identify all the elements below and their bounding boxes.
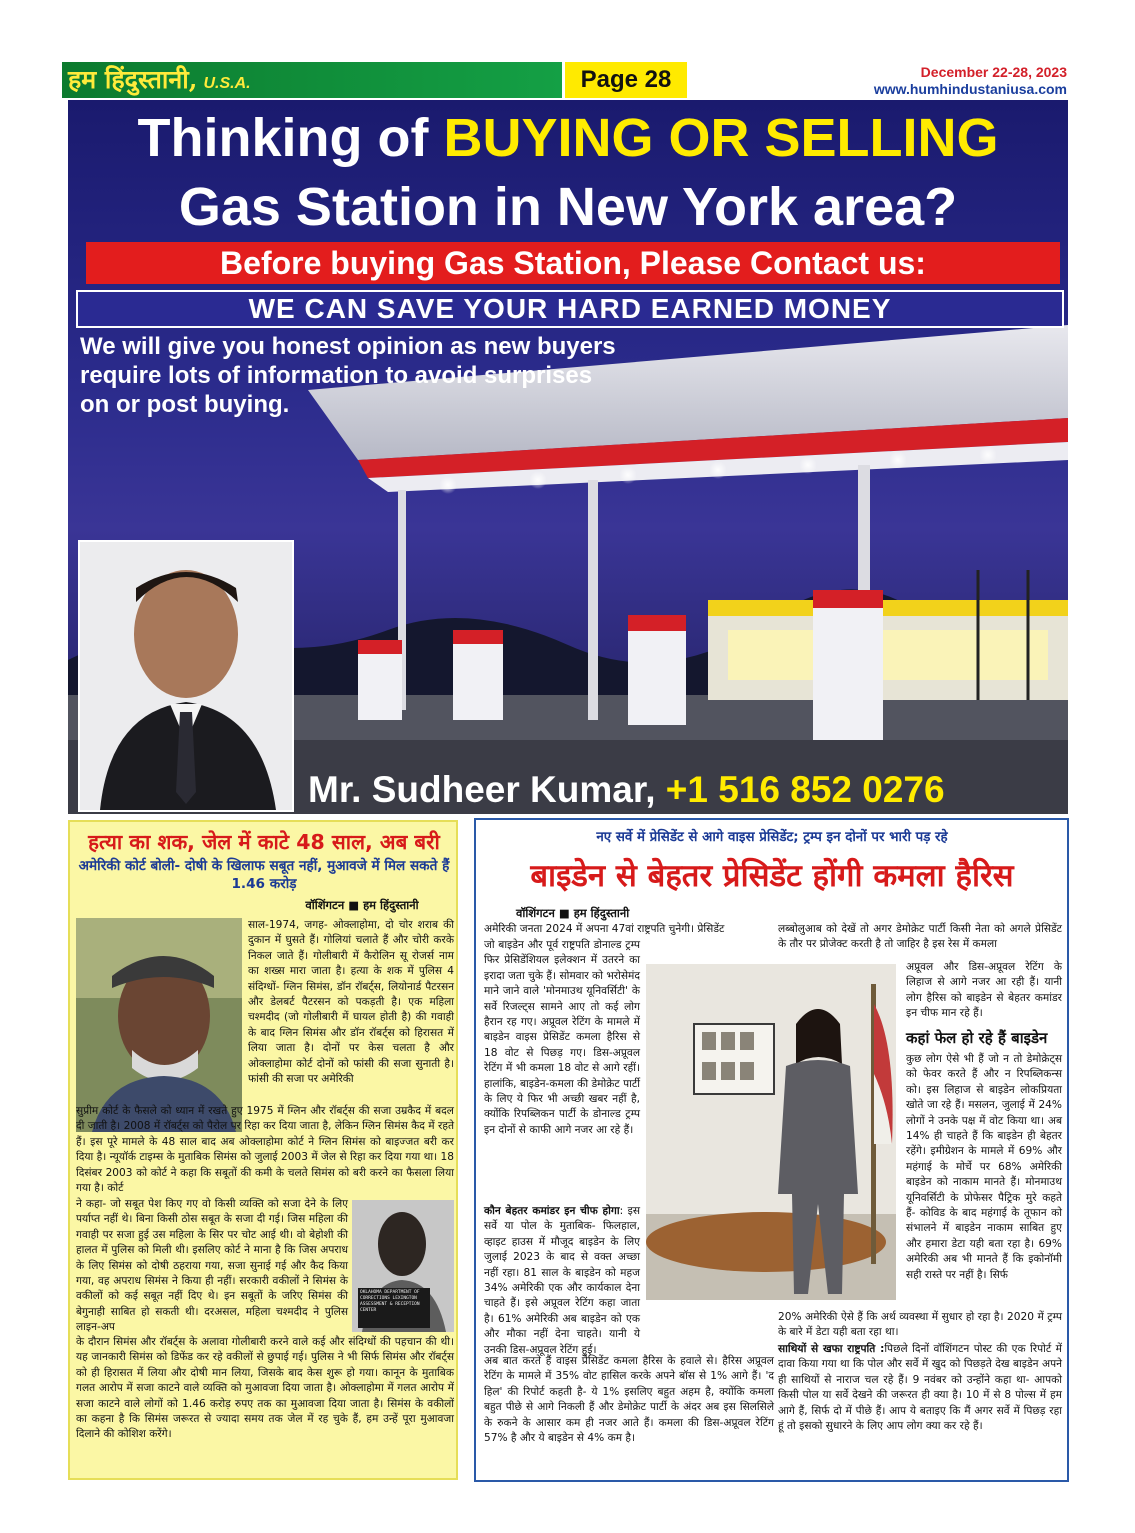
contact-phone[interactable]: +1 516 852 0276 (665, 769, 945, 810)
website-link[interactable]: www.humhindustaniusa.com (873, 81, 1067, 97)
ad-headline-line2: Gas Station in New York area? (178, 177, 958, 237)
article-kicker: नए सर्वे में प्रेसिडेंट से आगे वाइस प्रेसिडेंट; ट्रम्प इन दोनों पर भारी पड़ रहे (596, 830, 948, 845)
col2-intro: लब्बोलुआब को देखें तो अगर डेमोक्रेट पार्टी किसी नेता को अगले प्रेसिडेंट के तौर पर प्रोजेक्ट करती है तो जाहिर है इस रेस में कमला (778, 923, 1062, 951)
article-dateline: वॉशिंगटन ■ हम हिंदुस्तानी (305, 898, 419, 912)
ad-red-banner: Before buying Gas Station, Please Contact us: (86, 242, 1060, 284)
col2-para-c: 20% अमेरिकी ऐसे हैं कि अर्थ व्यवस्था में सुधार हो रहा है। 2020 में ट्रम्प के बारे में डेटा यही बता रहा था। (778, 1311, 1062, 1339)
photo-figure (76, 918, 242, 1132)
masthead-suffix: U.S.A. (203, 75, 251, 92)
col2-para-d-text: पिछले दिनों वॉशिंगटन पोस्ट की एक रिपोर्ट में दावा किया गया था कि पोल और सर्वे में खुद को पिछड़ते देख बाइडेन अपने ही साथियों से नाराज चल रहे हैं। 9 नवंबर को उन्होंने कहा था- आपको किसी पोल या सर्वे देखने की जरूरत ही क्या है। 10 में से 8 पोल्स में हम आगे हैं, सिर्फ दो में पीछे हैं। आप ये बताइए कि मैं अगर सर्वे में पिछड़ रहा हूं तो इसको सुधारने के लिए आप लोग क्या कर रहे हैं। (778, 1343, 1062, 1433)
issue-date: December 22-28, 2023 (920, 64, 1067, 80)
col1-subhead: कौन बेहतर कमांडर इन चीफ होगा (484, 1205, 620, 1217)
mugshot-placard: OKLAHOMA DEPARTMENT OF CORRECTIONS LEXINGTON ASSESSMENT & RECEPTION CENTER (360, 1290, 420, 1313)
glynn-simmons-photo (76, 918, 242, 1132)
ad-headline-prefix: Thinking of (137, 108, 444, 168)
col1-para-b (484, 1204, 640, 1358)
page-number: Page 28 (565, 62, 687, 98)
ad-headline-line1 (68, 108, 1068, 168)
harris-figure (646, 964, 896, 1300)
col1-para-b-text: : इस सर्वे या पोल के मुताबिक- फिलहाल, व्हाइट हाउस में मौजूद बाइडेन के लिए जुलाई 2023 के बाद से वक्त अच्छा नहीं रहा। 81 साल के बाइडेन को महज 34% अमेरिकी एक और कार्यकाल देना चाहते हैं। इसे अप्रूवल रेटिंग कहा जाता है। 61% अमेरिकी अब बाइडेन को एक और मौका नहीं देना चाहते। यानी ये उनकी डिस-अप्रूवल रेटिंग हुई। (484, 1205, 640, 1356)
masthead-title: हम हिंदुस्तानी, (68, 65, 198, 94)
contact-name: Mr. Sudheer Kumar, (308, 769, 656, 810)
col2-subhead-2: साथियों से खफा राष्ट्रपति : (778, 1343, 885, 1355)
article-dateline: वॉशिंगटन ■ हम हिंदुस्तानी (516, 906, 630, 920)
ad-save-banner: WE CAN SAVE YOUR HARD EARNED MONEY (76, 290, 1064, 328)
article-kamala-harris-survey (474, 818, 1069, 1482)
article-para-1: साल-1974, जगह- ओक्लाहोमा, दो चोर शराब की दुकान में घुसते हैं। गोलियां चलाते हैं और चोरी करके निकल जाते हैं। गोलीबारी में कैरोलिन सू रोजर्स नाम का शख्स मारा जाता है। हत्या के शक में पुलिस 4 संदिग्धों- ग्लिन सिमंस, डॉन रॉबर्ट्स, लियोनार्ड पैटरसन और डेलबर्ट पैटरसन को पकड़ती है। एक महिला चश्मदीद (जो गोलीबारी में घायल होती है) की गवाही के बाद ग्लिन सिमंस और डॉन रॉबर्ट्स को हिरासत में लिया जाता है। दोनों पर केस चलता है और ओक्लाहोमा कोर्ट दोनों को फांसी की सजा सुनाती है। फांसी की सजा पर अमेरिकी (248, 919, 454, 1086)
masthead (62, 62, 562, 98)
col1-para-a: जो बाइडेन और पूर्व राष्ट्रपति डोनाल्ड ट्रम्प फिर प्रेसिडेंशियल इलेक्शन में उतरने का इरादा जता चुके हैं। सोमवार को भरोसेमंद माने जाने वाले 'मोनमाउथ यूनिवर्सिटी' के सर्वे रिजल्ट्स सामने आए तो कई लोग हैरान रह गए। अप्रूवल रेटिंग के मामले में बाइडेन वाइस प्रेसिडेंट कमला हैरिस से 18 वोट से पिछड़ गए। डिस-अप्रूवल रेटिंग में भी कमला 18 वोट से आगे रहीं। हालांकि, बाइडेन-कमला की डेमोक्रेट पार्टी के लिए ये फिर भी अच्छी खबर नहीं है, क्योंकि रिपब्लिकन पार्टी के डोनाल्ड ट्रम्प इन दोनों से काफी आगे नजर आ रहे हैं। (484, 939, 640, 1136)
ad-contact-line (308, 768, 1068, 812)
article-headline: हत्या का शक, जेल में काटे 48 साल, अब बरी (88, 830, 440, 854)
ad-headline-highlight: BUYING OR SELLING (443, 108, 999, 168)
article-para-2: सुप्रीम कोर्ट के फैसले को ध्यान में रखते हुए 1975 में ग्लिन और रॉबर्ट्स की सजा उम्रकैद में बदल दी जाती है। 2008 में रॉबर्ट्स को पैरोल पर रिहा कर दिया जाता है, लेकिन ग्लिन सिमंस कैद में रहते हैं। इस पूरे मामले के 48 साल बाद अब ओक्लाहोमा कोर्ट ने ग्लिन सिमंस को बाइज्जत बरी कर दिया है। न्यूयॉर्क टाइम्स के मुताबिक सिमंस को जुलाई 2003 में जेल से रिहा कर दिया गया था। 18 दिसंबर 2003 को कोर्ट ने कहा कि सबूतों की कमी के चलते सिमंस को बरी करने का फैसला लिया गया है। कोर्ट (76, 1105, 454, 1195)
article-headline: बाइडेन से बेहतर प्रेसिडेंट होंगी कमला हैरिस (530, 858, 1014, 894)
col2-para-b: कुछ लोग ऐसे भी हैं जो न तो डेमोक्रेट्स को फेवर करते हैं और न रिपब्लिकन्स को। इस लिहाज से बाइडेन लोकप्रियता खोते जा रहे हैं। मसलन, जुलाई में 24% लोगों ने उनके पक्ष में वोट किया था। अब 14% ही चाहते हैं कि बाइडेन ही बेहतर रहेंगे। इमीग्रेशन के मामले में 69% और महंगाई के मोर्चे पर 68% अमेरिकी बाइडेन को नाकाम मानते हैं। मोनमाउथ यूनिवर्सिटी के प्रोफेसर पैट्रिक मुरे कहते हैं- कोविड के बाद महंगाई के तूफान को संभालने में बाइडेन नाकाम साबित हुए और हमारा डेटा यही बता रहा है। 69% अमेरिकी अब भी मानते हैं कि इकोनॉमी सही रास्ते पर नहीं है। सिर्फ (906, 1053, 1062, 1281)
article-para-4: के दौरान सिमंस और रॉबर्ट्स के अलावा गोलीबारी करने वाले कई और संदिग्धों की पहचान की थी। यह जानकारी सिमंस को डिफेंड कर रहे वकीलों से छुपाई गई। पुलिस ने भी सिर्फ सिमंस और रॉबर्ट्स को ही हिरासत में लिया और दोषी मान लिया, जिसके बाद केस शुरू हो गया। कानून के मुताबिक गलत आरोप में सजा काटने वाले व्यक्ति को मुआवजा दिया जाता है। ओक्लाहोमा में गलत आरोप में सजा काटने वाले लोगों को 1.46 करोड़ रुपए तक का मुआवजा दिया जाता है। सिमंस के वकीलों का कहना है कि सिमंस जरूरत से ज्यादा समय तक जेल में रह चुके हैं, हम उन्हें पूरा मुआवजा दिलाने की कोशिश करेंगे। (76, 1336, 454, 1441)
col2-para-a: अप्रूवल और डिस-अप्रूवल रेटिंग के लिहाज से आगे नजर आ रही हैं। यानी लोग हैरिस को बाइडेन से बेहतर कमांडर इन चीफ मान रहे हैं। (906, 961, 1062, 1020)
article-simmons-acquittal (68, 820, 458, 1480)
kamala-harris-photo (646, 964, 896, 1300)
gas-station-advertisement (68, 100, 1068, 814)
col2-para-d (778, 1342, 1062, 1434)
mugshot-photo (352, 1200, 454, 1332)
portrait-figure (80, 542, 292, 810)
ad-body-text: We will give you honest opinion as new buyers require lots of information to avoid surprises on or post buying. (80, 333, 616, 418)
article-para-3: ने कहा- जो सबूत पेश किए गए वो किसी व्यक्ति को सजा देने के लिए पर्याप्त नहीं थे। बिना किसी ठोस सबूत के सजा दी गई। जिस महिला की गवाही पर सजा हुई उस महिला के सिर पर चोट आई थी। वो बेहोशी की हालत में पुलिस को मिली थी। इसलिए कोर्ट ने माना है कि जिस अपराध के लिए सिमंस को दोषी ठहराया गया, सजा सुनाई गई और कैद किया गया, वह अपराध सिमंस ने किया ही नहीं। सरकारी वकीलों ने सिमंस के वकीलों को कई सबूत नहीं दिए थे। इन सबूतों के जरिए सिमंस की बेगुनाही साबित हो सकती थी। दरअसल, महिला चश्मदीद ने पुलिस लाइन-अप (76, 1198, 348, 1334)
col1-para-c: अब बात करते हैं वाइस प्रेसिडेंट कमला हैरिस के हवाले से। हैरिस अप्रूवल रेटिंग के मामले में 35% वोट हासिल करके अपने बॉस से 1% आगे हैं। 'द हिल' की रिपोर्ट कहती है- ये 1% इसलिए बहुत अहम है, क्योंकि कमला बहुत पीछे से आगे निकली हैं और डेमोक्रेट पार्टी के अंदर अब इस सिलसिले के रुकने के आसार कम ही नजर आते हैं। कमला की डिस-अप्रूवल रेटिंग 57% है और ये बाइडेन से 4% कम है। (484, 1355, 774, 1445)
col2-subhead: कहां फेल हो रहे हैं बाइडेन (906, 1029, 1048, 1047)
article-subheadline: अमेरिकी कोर्ट बोली- दोषी के खिलाफ सबूत नहीं, मुआवजे में मिल सकते हैं 1.46 करोड़ (78, 858, 450, 892)
contact-portrait-photo (78, 540, 294, 812)
col1-intro: अमेरिकी जनता 2024 में अपना 47वां राष्ट्रपति चुनेगी। प्रेसिडेंट (484, 923, 725, 935)
